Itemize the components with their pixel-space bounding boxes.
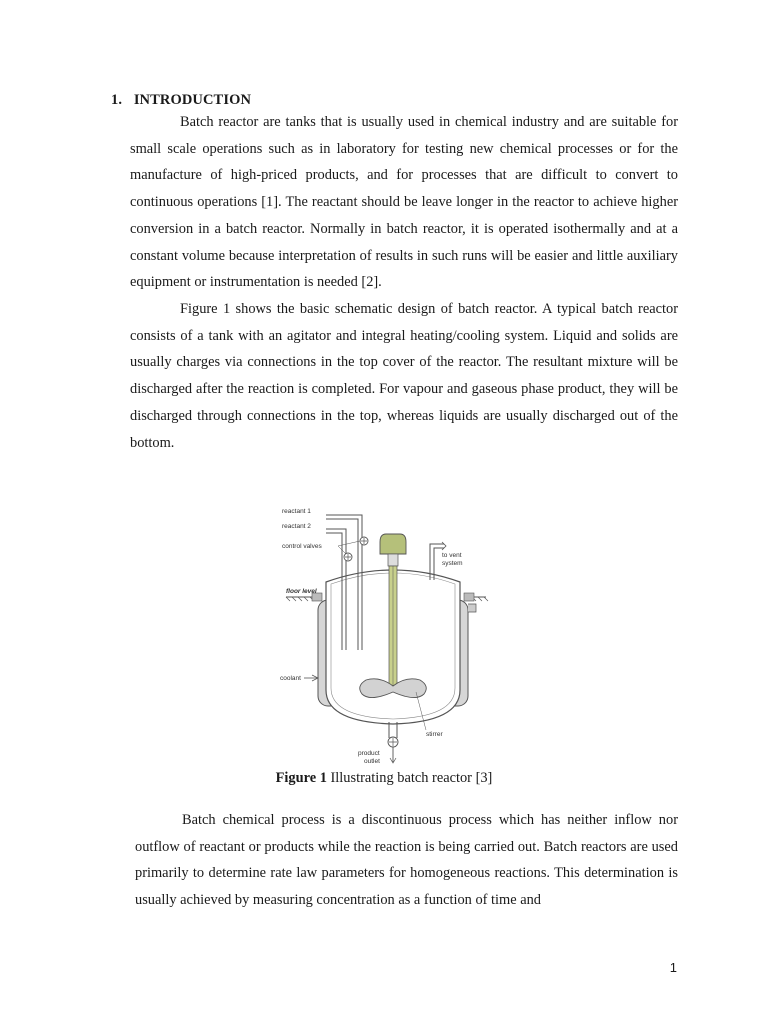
figure-caption-label: Figure 1 bbox=[275, 770, 327, 786]
label-product-line1: product bbox=[358, 750, 380, 757]
stirrer-motor bbox=[380, 534, 406, 554]
section-heading bbox=[111, 92, 251, 109]
label-vent-line1: to vent bbox=[442, 552, 462, 559]
paragraph-intro: Batch reactor are tanks that is usually used in chemical industry and are suitable for small scale operations such as in laboratory for testing new chemical processes or for the manufacture of high-priced products, and for processes that are difficult to convert to continuous operations [1]. The reactant should be leave longer in the reactor to achieve higher conversion in a batch reactor. Normally in batch reactor, it is operated isothermally and at a constant volume because interpretation of results in such runs will be easier and little auxiliary equipment or instrumentation is needed [2]. bbox=[130, 114, 678, 291]
paragraph-figure-description: Figure 1 shows the basic schematic design of batch reactor. A typical batch reactor consists of a tank with an agitator and integral heating/cooling system. Liquid and solids are usually charges via connections in the top cover of the reactor. The resultant mixture will be discharged after the reaction is completed. For vapour and gaseous phase product, they will be discharged through connections in the top, whereas liquids are usually discharged out of the bottom. bbox=[130, 301, 678, 451]
label-floor-level: floor level bbox=[286, 588, 317, 595]
label-control-valves: control valves bbox=[282, 543, 322, 550]
paragraph-batch-process: Batch chemical process is a discontinuous process which has neither inflow nor outflow of reactant or products while the reaction is being carried out. Batch reactors are used primarily to determine rate law parameters for homogeneous reactions. This determination is usually achieved by measuring concentration as a function of time and bbox=[135, 812, 678, 909]
section-number: 1. bbox=[111, 92, 123, 108]
figure-caption bbox=[0, 770, 768, 787]
label-stirrer: stirrer bbox=[426, 731, 443, 738]
batch-reactor-figure bbox=[276, 500, 496, 768]
label-vent-line2: system bbox=[442, 560, 463, 567]
page-number: 1 bbox=[669, 960, 677, 975]
figure-caption-text: Illustrating batch reactor [3] bbox=[326, 770, 493, 786]
section-title: INTRODUCTION bbox=[133, 92, 252, 108]
label-coolant: coolant bbox=[280, 675, 301, 682]
label-reactant-1: reactant 1 bbox=[282, 508, 311, 515]
label-product-line2: outlet bbox=[364, 758, 380, 765]
label-reactant-2: reactant 2 bbox=[282, 523, 311, 530]
batch-reactor-diagram bbox=[276, 500, 496, 768]
